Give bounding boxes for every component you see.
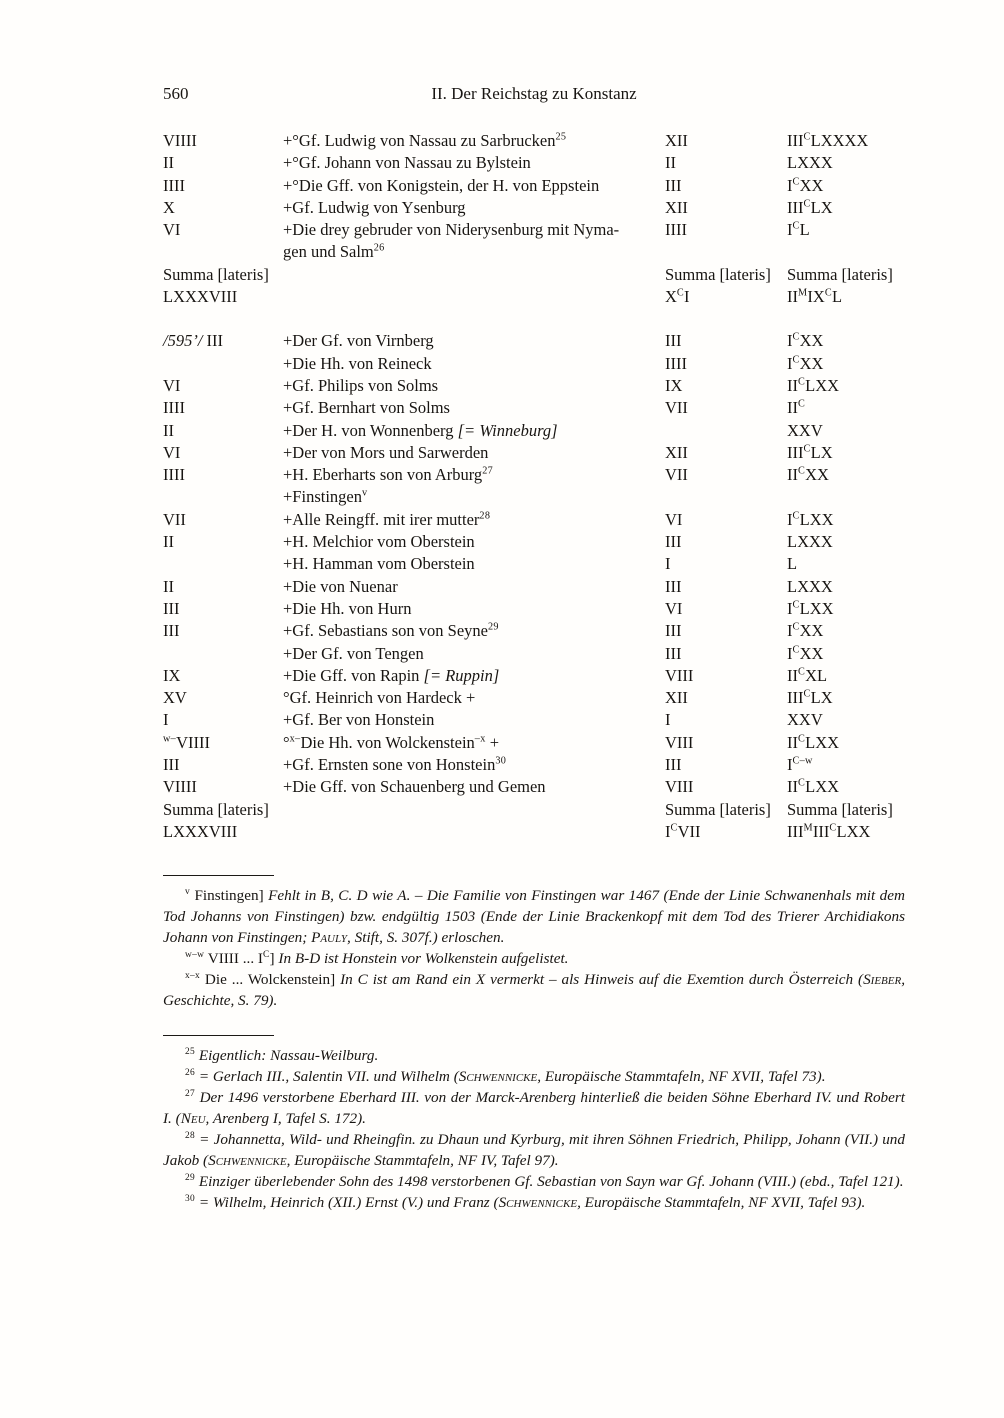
col-numeral-right: VIII (665, 665, 694, 685)
register-row (163, 620, 905, 642)
register-row (163, 799, 905, 821)
col-entry: +Gf. Philips von Solms (283, 375, 439, 395)
register-row (163, 152, 905, 174)
col-numeral-left: VIIII (163, 777, 197, 797)
col-numeral-left: IIII (163, 465, 185, 485)
col-numeral-right: III (665, 532, 682, 552)
col-amount: $II^C$ (787, 398, 806, 418)
running-header: II. Der Reichstag zu Konstanz (431, 84, 637, 103)
col-numeral-right: $I^CVII$ (665, 821, 701, 841)
col-numeral-left: III (163, 755, 180, 775)
register-row (163, 643, 905, 665)
register-row (163, 709, 905, 731)
col-amount: $II^CLXX$ (787, 777, 840, 797)
col-numeral-right: VI (665, 509, 683, 529)
col-entry: +H. Hamman vom Oberstein (283, 554, 475, 574)
register-row (163, 175, 905, 197)
col-numeral-left: Summa [lateris] (163, 264, 269, 284)
col-amount: $II^MIX^CL$ (787, 287, 843, 307)
col-amount: $II^CXL$ (787, 665, 828, 685)
col-numeral-left: II (163, 532, 174, 552)
col-numeral-right: III (665, 576, 682, 596)
register-row (163, 197, 905, 219)
col-numeral-right: IIII (665, 220, 687, 240)
col-amount: $I^CLXX$ (787, 509, 834, 529)
col-numeral-left: III (163, 621, 180, 641)
register-row (163, 821, 905, 843)
col-numeral-left: VI (163, 442, 181, 462)
apparatus-entry: $^{w-w}$ VIIII ... $I^C$] In B-D ist Honstein vor Wolkenstein aufgelistet. (185, 950, 569, 968)
col-entry: +Die Gff. von Rapin [= Ruppin] (283, 665, 500, 685)
apparatus-divider (163, 875, 274, 876)
page-number: 560 (163, 84, 189, 103)
col-amount: $II^CLXX$ (787, 375, 840, 395)
col-numeral-left: XV (163, 688, 187, 708)
col-numeral-right: VII (665, 398, 688, 418)
col-entry: +Gf. Sebastians son von Seyne$^{29}$ (283, 621, 499, 641)
col-amount: $II^CXX$ (787, 465, 829, 485)
col-entry: +Die drey gebruder von Niderysenburg mit Nyma- gen und Salm$^{26}$ (283, 220, 620, 262)
register-section-1 (163, 130, 905, 308)
col-amount: XXV (787, 420, 823, 440)
col-numeral-left: IIII (163, 175, 185, 195)
col-amount: $I^CXX$ (787, 621, 824, 641)
col-numeral-left: LXXXVIII (163, 287, 238, 307)
register-row (163, 353, 905, 375)
col-entry: +Der H. von Wonnenberg [= Winneburg] (283, 420, 558, 440)
register-row (163, 219, 905, 264)
col-numeral-left: LXXXVIII (163, 821, 238, 841)
register-row (163, 687, 905, 709)
col-numeral-left: I (163, 710, 169, 730)
footnote-divider (163, 1035, 274, 1036)
col-numeral-left (163, 553, 283, 575)
col-numeral-left: $^{w-}$VIIII (163, 732, 210, 752)
register-row (163, 330, 905, 352)
col-numeral-left: VI (163, 220, 181, 240)
col-numeral-right: XII (665, 688, 688, 708)
col-entry: +Der Gf. von Tengen (283, 643, 424, 663)
register-row (163, 442, 905, 464)
col-entry: +Alle Reingff. mit irer mutter$^{28}$ (283, 509, 491, 529)
footnote-entry: $^{28}$ = Johannetta, Wild- und Rheingfin. zu Dhaun und Kyrburg, mit ihren Söhnen Friedrich, Philipp, Johann (VII.) und Jakob (Schwennicke, Europäische Stammtafeln, NF IV, Tafel 97). (163, 1131, 905, 1170)
text-block (163, 84, 905, 1213)
col-numeral-right: III (665, 621, 682, 641)
col-numeral-right: XII (665, 197, 688, 217)
register-row (163, 375, 905, 397)
col-numeral-left: IIII (163, 398, 185, 418)
col-amount: $I^CL$ (787, 220, 810, 240)
register-row (163, 397, 905, 419)
col-numeral-right: III (665, 331, 682, 351)
register-row (163, 576, 905, 598)
col-numeral-left: III (163, 598, 180, 618)
col-numeral-right: III (665, 175, 682, 195)
col-numeral-left (163, 353, 283, 375)
col-entry: +Gf. Ernsten sone von Honstein$^{30}$ (283, 755, 507, 775)
col-entry: °$^{x-}$Die Hh. von Wolckenstein$^{-x}$ + (283, 732, 500, 752)
col-numeral-left: II (163, 153, 174, 173)
col-numeral-right: IIII (665, 353, 687, 373)
col-numeral-left: X (163, 197, 175, 217)
col-numeral-right: XII (665, 442, 688, 462)
col-numeral-right: III (665, 643, 682, 663)
col-amount: $I^{C-w}$ (787, 755, 813, 775)
col-numeral-right: VII (665, 465, 688, 485)
col-entry: +Der Gf. von Virnberg (283, 331, 434, 351)
col-amount: LXXX (787, 576, 833, 596)
col-entry: +Gf. Bernhart von Solms (283, 398, 450, 418)
col-amount: Summa [lateris] (787, 799, 893, 819)
register-table (163, 130, 905, 843)
col-entry: +°Gf. Johann von Nassau zu Bylstein (283, 153, 531, 173)
col-entry: +°Die Gff. von Konigstein, der H. von Eppstein (283, 175, 600, 195)
col-numeral-left: IX (163, 665, 181, 685)
col-entry (283, 799, 665, 821)
col-amount: $I^CXX$ (787, 643, 824, 663)
col-entry (283, 264, 665, 286)
apparatus-entry: $^v$ Finstingen] Fehlt in B, C. D wie A. – Die Familie von Finstingen war 1467 (Ende der Linie Schwanenhals mit dem Tod Johanns von Finstingen) bzw. endgültig 1503 (Ende der Linie Brackenkopf mit dem Tod des Trierer Archidiakons Johann von Finstingen; Pauly, Stift, S. 307f.) erloschen. (163, 887, 905, 947)
register-row (163, 130, 905, 152)
col-numeral-right: VIII (665, 732, 694, 752)
col-amount: XXV (787, 710, 823, 730)
col-entry: +Gf. Ber von Honstein (283, 710, 435, 730)
col-amount: $III^CLXXXX$ (787, 131, 869, 150)
register-row (163, 732, 905, 754)
footnote-entry: $^{26}$ = Gerlach III., Salentin VII. und Wilhelm (Schwennicke, Europäische Stammtafeln, NF XVII, Tafel 73). (185, 1068, 826, 1086)
col-numeral-right: II (665, 153, 676, 173)
col-entry: +H. Eberharts son von Arburg$^{27}$ +Finstingen$^v$ (283, 465, 494, 507)
footnote-entry: $^{27}$ Der 1496 verstorbene Eberhard III. von der Marck-Arenberg hinterließ die beiden Söhne Eberhard IV. und Robert I. (Neu, Arenberg I, Tafel S. 172). (163, 1089, 906, 1128)
col-numeral-right: IX (665, 375, 683, 395)
apparatus-entries (163, 885, 905, 1011)
register-row (163, 776, 905, 798)
col-amount: $III^CLX$ (787, 688, 833, 708)
footnote-entry: $^{25}$ Eigentlich: Nassau-Weilburg. (185, 1047, 379, 1065)
col-entry: +Die Gff. von Schauenberg und Gemen (283, 777, 546, 797)
col-numeral-left: II (163, 420, 174, 440)
col-entry: +°Gf. Ludwig von Nassau zu Sarbrucken$^{25}$ (283, 131, 567, 150)
register-row (163, 754, 905, 776)
col-entry: +Die Hh. von Reineck (283, 353, 432, 373)
col-numeral-right: VIII (665, 777, 694, 797)
register-section-2 (163, 330, 905, 843)
col-amount: $III^MIII^CLXX$ (787, 821, 871, 841)
col-entry: +Gf. Ludwig von Ysenburg (283, 197, 466, 217)
col-entry (283, 821, 665, 843)
col-amount: $I^CXX$ (787, 175, 824, 195)
col-numeral-left: VI (163, 375, 181, 395)
col-amount: $III^CLX$ (787, 442, 833, 462)
col-amount: $I^CLXX$ (787, 598, 834, 618)
col-numeral-right: XII (665, 131, 688, 150)
col-numeral-right: III (665, 755, 682, 775)
footnotes (163, 1045, 905, 1213)
col-numeral-left (163, 643, 283, 665)
page-header (163, 84, 905, 104)
col-entry: +Der von Mors und Sarwerden (283, 442, 489, 462)
apparatus-entry: $^{x-x}$ Die ... Wolckenstein] In C ist am Rand ein X vermerkt – als Hinweis auf die Exemtion durch Österreich (Sieber, Geschichte, S. 79). (163, 971, 905, 1010)
register-row (163, 665, 905, 687)
col-amount: $III^CLX$ (787, 197, 833, 217)
col-entry (283, 286, 665, 308)
col-entry: +Die von Nuenar (283, 576, 398, 596)
col-amount: $I^CXX$ (787, 331, 824, 351)
col-numeral-right: Summa [lateris] (665, 799, 771, 819)
col-numeral-left: VIIII (163, 131, 197, 150)
register-row (163, 420, 905, 442)
col-amount: LXXX (787, 153, 833, 173)
register-row (163, 553, 905, 575)
col-numeral-left: /595’/ III (163, 331, 224, 351)
col-amount: LXXX (787, 532, 833, 552)
col-numeral-right (665, 420, 787, 442)
register-row (163, 264, 905, 286)
register-row (163, 598, 905, 620)
col-amount: $II^CLXX$ (787, 732, 840, 752)
col-amount: L (787, 554, 798, 574)
footnote-entry: $^{30}$ = Wilhelm, Heinrich (XII.) Ernst (V.) und Franz (Schwennicke, Europäische Stammtafeln, NF XVII, Tafel 93). (185, 1194, 866, 1212)
col-entry: °Gf. Heinrich von Hardeck + (283, 688, 476, 708)
register-row (163, 531, 905, 553)
footnote-entry: $^{29}$ Einziger überlebender Sohn des 1498 verstorbenen Gf. Sebastian von Sayn war Gf. Johann (VIII.) (ebd., Tafel 121). (185, 1173, 904, 1191)
col-numeral-right: Summa [lateris] (665, 264, 771, 284)
register-row (163, 286, 905, 308)
col-numeral-left: Summa [lateris] (163, 799, 269, 819)
col-amount: $I^CXX$ (787, 353, 824, 373)
col-entry: +Die Hh. von Hurn (283, 598, 412, 618)
col-numeral-right: I (665, 710, 671, 730)
register-row (163, 509, 905, 531)
col-entry: +H. Melchior vom Oberstein (283, 532, 475, 552)
col-numeral-left: II (163, 576, 174, 596)
register-row (163, 464, 905, 509)
col-numeral-left: VII (163, 509, 186, 529)
col-numeral-right: I (665, 554, 671, 574)
col-numeral-right: VI (665, 598, 683, 618)
col-amount: Summa [lateris] (787, 264, 893, 284)
col-numeral-right: $X^CI$ (665, 287, 690, 307)
